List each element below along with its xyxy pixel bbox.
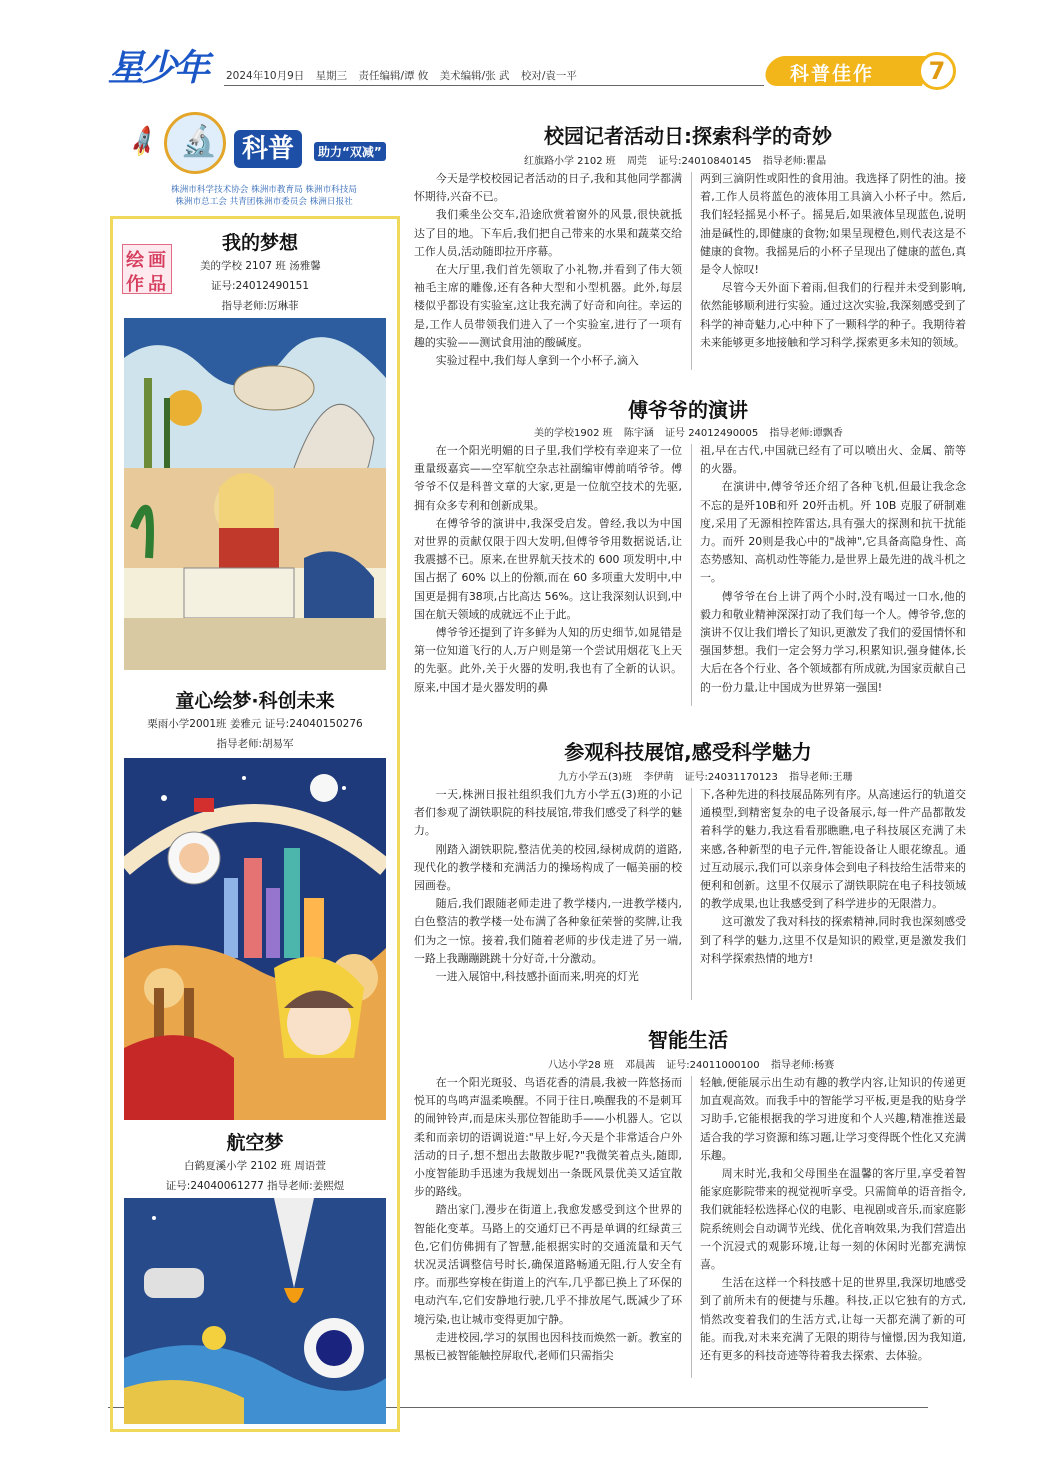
art-tag-char: 画 <box>148 250 166 271</box>
painting-tongxin-graphic <box>124 758 386 1120</box>
article-4-school: 八达小学28 班 <box>548 1060 614 1071</box>
art-3-school: 白鹤夏溪小学 2102 班 周语萱 <box>184 1160 326 1172</box>
article-1-paragraph: 实验过程中,我们每人拿到一个小杯子,滴入 <box>435 354 639 368</box>
article-2-paragraph: 傅爷爷还提到了许多鲜为人知的历史细节,如晁错是第一位知道飞行的人,万户则是第一个尝试用烟花飞上天的先驱。此外,关于火器的发明,我也有了全新的认识。原来,中国才是火器发明的鼻 <box>414 626 682 694</box>
art-tag-char: 绘 <box>126 250 144 271</box>
article-1-cert: 证号:24010840145 <box>658 156 752 167</box>
article-4-byline <box>540 1056 834 1071</box>
sponsors <box>126 184 402 208</box>
issue-weekday: 星期三 <box>315 70 348 82</box>
article-2-col-1 <box>414 442 682 697</box>
art-2-school-cert <box>110 716 400 731</box>
article-4-author: 邓晨茜 <box>625 1060 656 1071</box>
article-2-byline <box>526 424 843 439</box>
article-3-paragraph: 一进入展馆中,科技感扑面而来,明亮的灯光 <box>435 970 639 984</box>
article-3-paragraph: 随后,我们跟随老师走进了教学楼内,一进教学楼内,白色整洁的教学楼一处布满了各种象征荣誉的奖牌,让我们为之一惊。接着,我们随着老师的步伐走进了另一端,一路上我蹦蹦跳跳十分好奇,十分激动。 <box>414 897 682 965</box>
art-2-school: 栗雨小学2001班 姜雅元 <box>147 718 262 730</box>
article-1-author: 周莞 <box>627 156 647 167</box>
rocket-icon: 🚀 <box>125 124 162 161</box>
article-3-title: 参观科技展馆,感受科学魅力 <box>564 740 812 764</box>
article-3-col-1 <box>414 786 682 986</box>
article-1-title: 校园记者活动日:探索科学的奇妙 <box>544 124 832 148</box>
art-1-school: 美的学校 2107 班 汤雅馨 <box>200 260 321 272</box>
kepu-subtitle: 助力“双减” <box>314 142 386 161</box>
proofreader: 校对/袁一平 <box>520 70 577 82</box>
article-2-paragraph: 在一个阳光明媚的日子里,我们学校有幸迎来了一位重量级嘉宾——空军航空杂志社副编审傅前哨爷爷。傅爷爷不仅是科普文章的大家,更是一位航空技术的先驱,拥有众多专利和创新成果。 <box>414 444 682 512</box>
art-1-cert: 证号:24012490151 <box>210 280 310 292</box>
section-title: 科普佳作 <box>790 63 875 85</box>
article-3-col-2 <box>700 786 966 968</box>
art-2-title: 童心绘梦·科创未来 <box>175 690 335 712</box>
article-4-paragraph: 生活在这样一个科技感十足的世界里,我深切地感受到了前所未有的便捷与乐趣。科技,正以它独有的方式,悄然改变着我们的生活方式,让每一天都充满了新的可能。而我,对未来充满了无限的期待与憧憬,因为我知道,还有更多的科技奇迹等待着我去探索、去体验。 <box>700 1276 966 1363</box>
article-2-paragraph: 祖,早在古代,中国就已经有了可以喷出火、金属、箭等的火器。 <box>700 444 966 476</box>
header-info <box>226 68 585 83</box>
art-2-cert: 证号:24040150276 <box>264 718 363 730</box>
article-2-paragraph: 傅爷爷在台上讲了两个小时,没有喝过一口水,他的毅力和敬业精神深深打动了我们每一个人。傅爷爷,您的演讲不仅让我们增长了知识,更激发了我们的爱国情怀和强国梦想。我们一定会努力学习,积累知识,强身健体,长大后在各个行业、各个领域都有所成就,为国家贡献自己的一份力量,让中国成为世界第一强国! <box>700 589 966 694</box>
article-1-paragraph: 在大厅里,我们首先领取了小礼物,并看到了伟大领袖毛主席的雕像,还有各种大型和小型机器。此外,每层楼似乎都设有实验室,这让我充满了好奇和向往。幸运的是,工作人员带领我们进入了一个实验室,进行了一项有趣的实验——测试食用油的酸碱度。 <box>414 263 682 349</box>
section-banner <box>766 52 966 90</box>
article-3-paragraph: 这可激发了我对科技的探索精神,同时我也深刻感受到了科学的魅力,这里不仅是知识的殿堂,更是激发我们对科学探索热情的地方! <box>700 915 966 965</box>
art-tag-char: 作 <box>126 274 144 295</box>
article-4-teacher: 指导老师:杨赛 <box>770 1060 835 1071</box>
article-1-paragraph: 今天是学校校园记者活动的日子,我和其他同学都满怀期待,兴奋不已。 <box>414 172 682 204</box>
header-rule <box>224 85 764 86</box>
masthead-logo-text: 星少年 <box>108 48 208 89</box>
kepu-word: 科普 <box>234 130 302 168</box>
art-1-title: 我的梦想 <box>221 232 298 254</box>
article-4-col-1 <box>414 1074 682 1365</box>
article-4-column-divider <box>691 1076 692 1378</box>
art-category-tag <box>118 244 198 296</box>
art-2-teacher: 指导老师:胡易军 <box>216 738 294 750</box>
article-3-paragraph: 下,各种先进的科技展品陈列有序。从高速运行的轨道交通模型,到精密复杂的电子设备展示,每一件产品都散发着科学的魅力,我这看看那瞧瞧,电子科技展区充满了未来感,各种新型的电子元件,智能设备让人眼花缭乱。通过互动展示,我们可以亲身体会到电子科技给生活带来的便利和创新。这里不仅展示了湖铁职院在电子科技领域的教学成果,也让我感受到了科学进步的无限潜力。 <box>700 788 966 911</box>
sponsors-line-2: 株洲市总工会 共青团株洲市委员会 株洲日报社 <box>175 197 353 207</box>
painting-my-dream <box>124 318 386 670</box>
article-1-paragraph: 两到三滴阴性或阳性的食用油。我选择了阴性的油。接着,工作人员将蓝色的液体用工具滴入小杯子中。然后,我们轻轻摇晃小杯子。摇晃后,如果液体呈现蓝色,说明油是碱性的,即健康的食物;如果呈现橙色,则代表这是不健康的食物。我摇晃后的小杯子呈现出了健康的蓝色,真是令人惊叹! <box>700 172 966 277</box>
article-4-paragraph: 踏出家门,漫步在街道上,我愈发感受到这个世界的智能化变革。马路上的交通灯已不再是单调的红绿黄三色,它们仿佛拥有了智慧,能根据实时的交通流量和天气状况灵活调整信号时长,确保道路畅通无阻,行人安全有序。而那些穿梭在街道上的汽车,几乎都已换上了环保的电动汽车,它们安静地行驶,几乎不排放尾气,既减少了环境污染,也让城市变得更加宁静。 <box>414 1203 682 1326</box>
art-editor: 美术编辑/张 武 <box>439 70 510 82</box>
article-4-col-2 <box>700 1074 966 1365</box>
article-3-column-divider <box>691 788 692 1000</box>
article-2-paragraph: 在傅爷爷的演讲中,我深受启发。曾经,我以为中国对世界的贡献仅限于四大发明,但傅爷爷用数据说话,让我震撼不已。原来,在世界航天技术的 600 项发明中,中国占据了 60% 以上的份额,而在 60 多项重大发明中,中国更是拥有38项,占比高达 56%。这让我深刻认识到,中国在航天领域的成就远不止于此。 <box>414 516 682 621</box>
article-3-cert: 证号:24031170123 <box>684 772 778 783</box>
article-4-title: 智能生活 <box>648 1028 728 1052</box>
article-4-cert: 证号:24011000100 <box>666 1060 760 1071</box>
article-4-paragraph: 轻触,便能展示出生动有趣的教学内容,让知识的传递更加直观高效。而我手中的智能学习平板,更是我的贴身学习助手,它能根据我的学习进度和个人兴趣,精准推送最适合我的学习资源和练习题,让学习变得既个性化又充满乐趣。 <box>700 1076 966 1162</box>
article-1-paragraph: 尽管今天外面下着雨,但我们的行程并未受到影响,依然能够顺利进行实验。通过这次实验,我深刻感受到了科学的神奇魅力,心中种下了一颗科学的种子。我期待着未来能够更多地接触和学习科学,探索更多未知的领域。 <box>700 281 966 349</box>
article-1-paragraph: 我们乘坐公交车,沿途欣赏着窗外的风景,很快就抵达了目的地。下车后,我们把自己带来的水果和蔬菜交给工作人员,活动随即拉开序幕。 <box>414 208 682 258</box>
article-3-school: 九方小学五(3)班 <box>558 772 633 783</box>
painting-aviation-dream <box>124 1198 386 1424</box>
article-1-col-2 <box>700 170 966 352</box>
microscope-icon: 🔬 <box>180 124 218 159</box>
article-2-title: 傅爷爷的演讲 <box>628 398 748 422</box>
painting-my-dream-graphic <box>124 318 386 670</box>
article-1-byline <box>516 152 826 167</box>
article-2-teacher: 指导老师:谭飘香 <box>769 428 843 439</box>
art-3-cert: 证号:24040061277 <box>165 1180 264 1192</box>
article-4-paragraph: 走进校园,学习的氛围也因科技而焕然一新。教室的黑板已被智能触控屏取代,老师们只需指尖 <box>414 1330 682 1363</box>
article-2-cert: 证号 24012490005 <box>665 428 759 439</box>
article-1-column-divider <box>691 172 692 370</box>
art-3-teacher: 指导老师:姜熙煜 <box>267 1180 345 1192</box>
art-tag-char: 品 <box>148 274 166 295</box>
responsible-editor: 责任编辑/谭 攸 <box>358 70 429 82</box>
article-3-byline <box>550 768 852 783</box>
article-2-author: 陈宇涵 <box>623 428 654 439</box>
article-2-column-divider <box>691 444 692 706</box>
article-2-col-2 <box>700 442 966 697</box>
painting-aviation-graphic <box>124 1198 386 1424</box>
kepu-logo <box>125 112 398 182</box>
art-3-title: 航空梦 <box>226 1132 284 1154</box>
article-3-author: 李伊萌 <box>643 772 674 783</box>
sponsors-line-1: 株洲市科学技术协会 株洲市教育局 株洲市科技局 <box>171 185 357 195</box>
page-number: 7 <box>918 52 956 90</box>
article-1-school: 红旗路小学 2102 班 <box>524 156 616 167</box>
article-3-teacher: 指导老师:王珊 <box>789 772 853 783</box>
article-3-paragraph: 刚踏入湖铁职院,整洁优美的校园,绿树成荫的道路,现代化的教学楼和充满活力的操场构成了一幅美丽的校园画卷。 <box>414 842 682 893</box>
article-2-school: 美的学校1902 班 <box>534 428 613 439</box>
article-3-paragraph: 一天,株洲日报社组织我们九方小学五(3)班的小记者们参观了湖铁职院的科技展馆,带我们感受了科学的魅力。 <box>414 788 682 838</box>
masthead-logo <box>108 44 218 94</box>
issue-date: 2024年10月9日 <box>226 70 305 82</box>
article-1-teacher: 指导老师:瞿晶 <box>762 156 827 167</box>
article-2-paragraph: 在演讲中,傅爷爷还介绍了各种飞机,但最让我念念不忘的是歼10B和歼 20歼击机。歼 10B 克服了研制难度,采用了无源相控阵雷达,具有强大的探测和抗干扰能力。而歼 20则是我心中的"战神",它具备高隐身性、高态势感知、高机动性等能力,是世界上最先进的战斗机之一。 <box>700 480 966 585</box>
article-4-paragraph: 周末时光,我和父母围坐在温馨的客厅里,享受着智能家庭影院带来的视觉视听享受。只需简单的语音指令,我们就能轻松选择心仪的电影、电视剧或音乐,而家庭影院系统则会自动调节光线、优化音响效果,为我们营造出一个沉浸式的观影环境,让每一刻的休闲时光都充满惊喜。 <box>700 1167 966 1272</box>
article-4-paragraph: 在一个阳光斑驳、鸟语花香的清晨,我被一阵悠扬而悦耳的鸟鸣声温柔唤醒。不同于往日,唤醒我的不是刺耳的闹钟铃声,而是床头那位智能助手——小机器人。它以柔和而亲切的语调说道:"早上好,今天是个非常适合户外活动的日子,想不想出去散散步呢?"我微笑着点头,随即,小度智能助手迅速为我规划出一条既风景优美又适宜散步的路线。 <box>414 1076 682 1199</box>
painting-tongxin-huimeng <box>124 758 386 1120</box>
art-3-cert-teacher <box>110 1178 400 1193</box>
article-1-col-1 <box>414 170 682 370</box>
art-1-teacher: 指导老师:厉琳菲 <box>221 300 299 312</box>
